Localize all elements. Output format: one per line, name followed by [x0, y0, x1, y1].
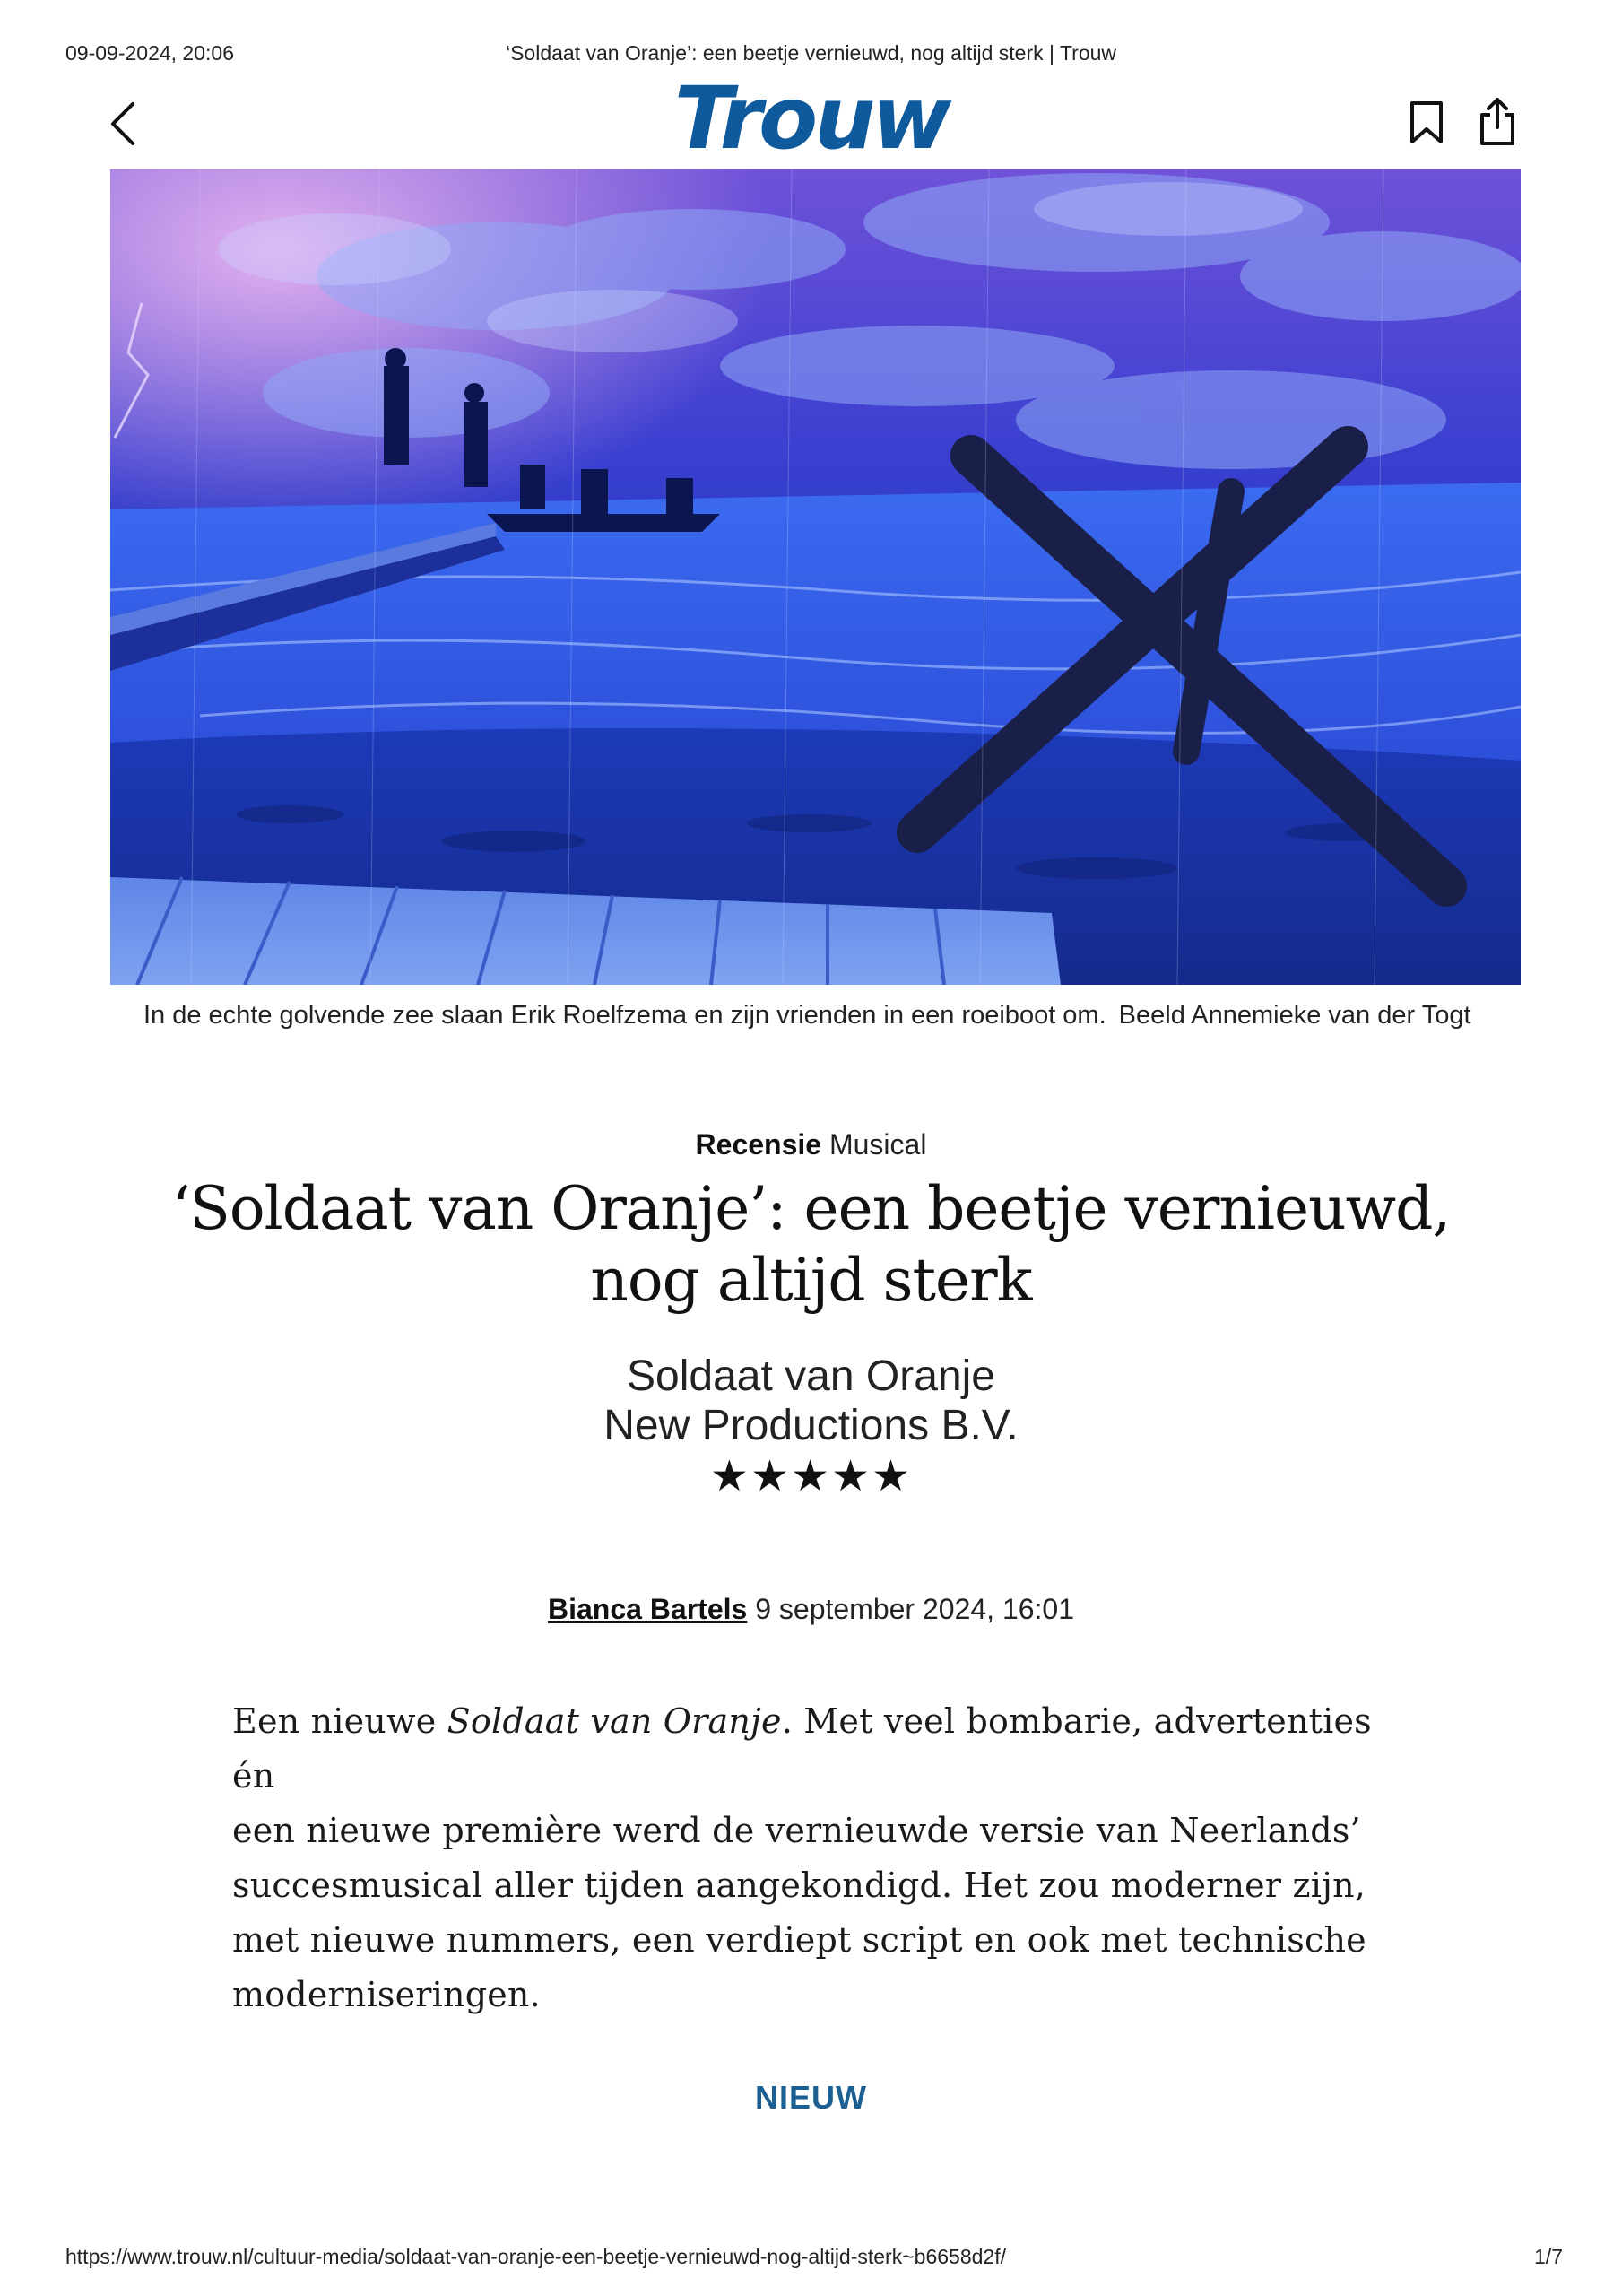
- star-rating: ★★★★★: [709, 1451, 913, 1501]
- share-icon: [1478, 97, 1517, 147]
- intro-line: met nieuwe nummers, een verdiept script en ook met technische: [232, 1920, 1366, 1960]
- caption-text: In de echte golvende zee slaan Erik Roelfzema en zijn vrienden in een roeiboot om.: [143, 1001, 1106, 1030]
- article-kicker: [0, 1128, 1622, 1161]
- intro-line: succesmusical aller tijden aangekondigd. Het zou moderner zijn,: [232, 1866, 1366, 1905]
- kicker-label: Recensie: [695, 1128, 822, 1161]
- headline-line-1: ‘Soldaat van Oranje’: een beetje vernieuwd,: [171, 1174, 1451, 1243]
- print-page-title: ‘Soldaat van Oranje’: een beetje vernieuwd, nog altijd sterk | Trouw: [505, 41, 1117, 65]
- image-caption: [143, 999, 1488, 1032]
- review-producer: New Productions B.V.: [603, 1402, 1019, 1449]
- stage-scene-illustration: [110, 169, 1521, 985]
- author-link[interactable]: Bianca Bartels: [547, 1593, 748, 1625]
- article-intro: [232, 1694, 1398, 2022]
- print-date: 09-09-2024, 20:06: [65, 41, 234, 65]
- bookmark-icon: [1409, 100, 1444, 145]
- logo-text: Trouw: [673, 68, 949, 169]
- print-page-number: 1/7: [1534, 2245, 1563, 2268]
- byline: [0, 1593, 1622, 1626]
- new-section-label[interactable]: NIEUW: [755, 2079, 867, 2116]
- trouw-logo[interactable]: [0, 68, 1622, 169]
- print-url: https://www.trouw.nl/cultuur-media/soldaat-van-oranje-een-beetje-vernieuwd-nog-altijd-sterk~b6658d2f/: [65, 2245, 1006, 2268]
- publish-date: 9 september 2024, 16:01: [747, 1593, 1075, 1625]
- caption-credit: Beeld Annemieke van der Togt: [1118, 1001, 1471, 1030]
- hero-image[interactable]: [110, 169, 1521, 985]
- intro-line: Een nieuwe Soldaat van Oranje. Met veel bombarie, advertenties én: [232, 1701, 1372, 1796]
- intro-line: een nieuwe première werd de vernieuwde versie van Neerlands’: [232, 1811, 1361, 1850]
- intro-line: moderniseringen.: [232, 1975, 541, 2014]
- share-button[interactable]: [1473, 93, 1522, 151]
- intro-italic-title: Soldaat van Oranje: [447, 1701, 782, 1741]
- headline-line-2: nog altijd sterk: [590, 1246, 1032, 1315]
- kicker-section: Musical: [821, 1128, 927, 1161]
- review-subject: Soldaat van Oranje: [627, 1352, 995, 1400]
- bookmark-button[interactable]: [1403, 95, 1450, 151]
- article-headline: [126, 1173, 1496, 1317]
